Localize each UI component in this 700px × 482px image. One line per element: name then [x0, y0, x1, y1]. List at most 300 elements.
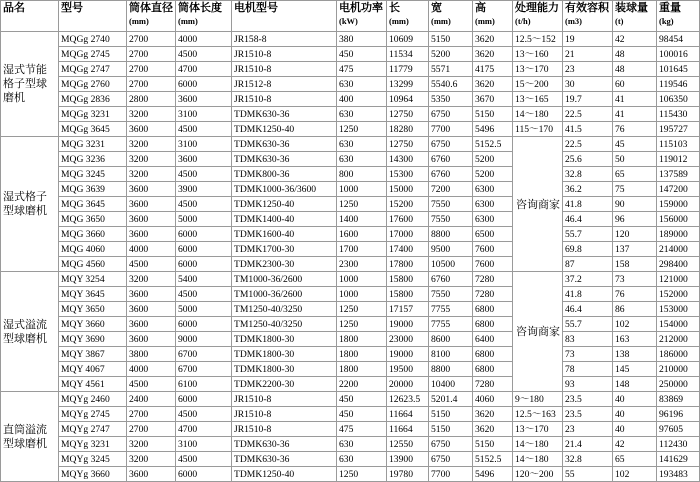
table-cell: 12.5～163 — [513, 407, 563, 422]
table-cell: 73 — [563, 347, 613, 362]
table-cell: 17600 — [387, 212, 429, 227]
table-cell: 7700 — [429, 122, 473, 137]
table-cell: 630 — [337, 452, 387, 467]
table-cell: MQYg 2460 — [59, 392, 127, 407]
table-cell: 152000 — [657, 287, 700, 302]
table-cell: 5200 — [473, 167, 513, 182]
column-header — [176, 1, 232, 32]
column-header-label: 处理能力 — [515, 2, 559, 14]
table-cell: 119012 — [657, 152, 700, 167]
table-cell: 4700 — [176, 62, 232, 77]
table-cell: 6750 — [429, 107, 473, 122]
table-cell: 2700 — [127, 77, 176, 92]
column-header-label: 电机功率 — [339, 2, 383, 14]
table-cell: 42 — [613, 32, 657, 47]
table-cell: TM1000-36/2600 — [232, 272, 337, 287]
table-cell: 41.8 — [563, 197, 613, 212]
table-cell: 3200 — [127, 107, 176, 122]
table-cell: 96196 — [657, 407, 700, 422]
table-row — [1, 302, 700, 317]
table-cell: 4500 — [176, 407, 232, 422]
table-cell: 19000 — [387, 317, 429, 332]
table-cell: 40 — [613, 422, 657, 437]
column-header — [563, 1, 613, 32]
table-cell: 2800 — [127, 92, 176, 107]
table-cell: 250000 — [657, 377, 700, 392]
table-cell: 3600 — [127, 467, 176, 482]
table-cell: 7550 — [429, 287, 473, 302]
table-cell: MQGg 2740 — [59, 32, 127, 47]
table-cell: 475 — [337, 422, 387, 437]
table-cell: 11779 — [387, 62, 429, 77]
table-cell: 3100 — [176, 437, 232, 452]
table-cell: 8800 — [429, 227, 473, 242]
table-cell: 186000 — [657, 347, 700, 362]
table-cell: MQGg 2745 — [59, 47, 127, 62]
table-cell: 141629 — [657, 452, 700, 467]
table-cell: 189000 — [657, 227, 700, 242]
table-cell: MQG 4560 — [59, 257, 127, 272]
table-cell: 65 — [613, 167, 657, 182]
table-cell: 6750 — [429, 137, 473, 152]
table-cell: 1000 — [337, 287, 387, 302]
table-cell: 15800 — [387, 272, 429, 287]
table-cell: 18280 — [387, 122, 429, 137]
table-cell: 119546 — [657, 77, 700, 92]
table-cell: 4500 — [176, 167, 232, 182]
table-cell: 5000 — [176, 212, 232, 227]
table-cell: 4500 — [176, 287, 232, 302]
table-cell: 83869 — [657, 392, 700, 407]
table-cell: 5571 — [429, 62, 473, 77]
table-cell: 46.4 — [563, 302, 613, 317]
table-cell: TDMK1800-30 — [232, 347, 337, 362]
column-header — [232, 1, 337, 32]
table-cell: 3670 — [473, 92, 513, 107]
column-header-label: 型号 — [61, 2, 83, 14]
table-cell: 6800 — [473, 362, 513, 377]
column-header-unit: (kW) — [339, 16, 358, 26]
table-cell: 86 — [613, 302, 657, 317]
table-cell: 6800 — [473, 302, 513, 317]
table-cell: 214000 — [657, 242, 700, 257]
column-header-label: 高 — [475, 2, 486, 14]
table-row — [1, 137, 700, 152]
table-row — [1, 152, 700, 167]
table-row — [1, 167, 700, 182]
table-cell: 23.5 — [563, 407, 613, 422]
table-cell: 5150 — [429, 407, 473, 422]
table-cell: 145 — [613, 362, 657, 377]
table-cell: 475 — [337, 62, 387, 77]
table-row — [1, 422, 700, 437]
table-cell: 2700 — [127, 47, 176, 62]
table-cell: 121000 — [657, 272, 700, 287]
table-cell: 4060 — [473, 392, 513, 407]
table-cell: 20000 — [387, 377, 429, 392]
table-cell: 7550 — [429, 212, 473, 227]
table-cell: 3600 — [127, 227, 176, 242]
table-cell: 6000 — [176, 257, 232, 272]
table-cell: 6800 — [473, 347, 513, 362]
table-cell: 19780 — [387, 467, 429, 482]
table-cell: TDMK1250-40 — [232, 467, 337, 482]
table-cell: 7755 — [429, 302, 473, 317]
table-cell: 13299 — [387, 77, 429, 92]
table-cell: 4500 — [176, 47, 232, 62]
table-cell: MQGg 2747 — [59, 62, 127, 77]
column-header-unit: (t/h) — [515, 16, 531, 26]
table-row — [1, 287, 700, 302]
table-cell: 11664 — [387, 422, 429, 437]
column-header — [59, 1, 127, 32]
table-cell: 17157 — [387, 302, 429, 317]
table-cell: 210000 — [657, 362, 700, 377]
table-cell: MQG 3231 — [59, 137, 127, 152]
table-row — [1, 437, 700, 452]
table-cell: 96 — [613, 212, 657, 227]
table-cell: 7280 — [473, 272, 513, 287]
column-header-label: 装球量 — [615, 2, 648, 14]
table-cell: 1800 — [337, 332, 387, 347]
table-cell: 4175 — [473, 62, 513, 77]
table-cell: 450 — [337, 47, 387, 62]
table-cell: 4000 — [176, 32, 232, 47]
table-cell: 100016 — [657, 47, 700, 62]
capacity-consult-cell: 咨询商家 — [513, 137, 563, 272]
table-cell: 5000 — [176, 302, 232, 317]
table-cell: TDMK1700-30 — [232, 242, 337, 257]
column-header-unit: (mm) — [389, 16, 409, 26]
table-cell: 3620 — [473, 422, 513, 437]
table-cell: 120～200 — [513, 467, 563, 482]
table-cell: 1000 — [337, 182, 387, 197]
table-cell: 1250 — [337, 467, 387, 482]
table-cell: 3620 — [473, 77, 513, 92]
table-cell: 3200 — [127, 167, 176, 182]
table-cell: TDMK1400-40 — [232, 212, 337, 227]
column-header — [473, 1, 513, 32]
table-cell: 22.5 — [563, 137, 613, 152]
table-cell: 3200 — [127, 452, 176, 467]
table-cell: 2700 — [127, 407, 176, 422]
table-cell: MQY 4067 — [59, 362, 127, 377]
table-cell: 148 — [613, 377, 657, 392]
table-cell: 15200 — [387, 197, 429, 212]
table-cell: JR1510-8 — [232, 62, 337, 77]
table-cell: 65 — [613, 452, 657, 467]
column-header — [657, 1, 700, 32]
table-cell: 138 — [613, 347, 657, 362]
table-cell: 6760 — [429, 152, 473, 167]
table-cell: 87 — [563, 257, 613, 272]
table-cell: 7700 — [429, 467, 473, 482]
table-cell: 6000 — [176, 242, 232, 257]
table-cell: MQY 4561 — [59, 377, 127, 392]
table-cell: 3800 — [127, 347, 176, 362]
table-cell: 14300 — [387, 152, 429, 167]
column-header-label: 品名 — [3, 2, 25, 14]
product-category-cell: 直筒溢流型球磨机 — [1, 392, 59, 482]
product-category-cell: 湿式格子型球磨机 — [1, 137, 59, 272]
table-cell: 102 — [613, 317, 657, 332]
table-row — [1, 392, 700, 407]
table-cell: 1250 — [337, 197, 387, 212]
column-header-label: 宽 — [431, 2, 442, 14]
table-cell: 13900 — [387, 452, 429, 467]
table-cell: 3600 — [127, 122, 176, 137]
table-cell: 2700 — [127, 62, 176, 77]
table-cell: 380 — [337, 32, 387, 47]
table-cell: 60 — [613, 77, 657, 92]
table-row — [1, 407, 700, 422]
table-cell: 3600 — [176, 152, 232, 167]
table-cell: 159000 — [657, 197, 700, 212]
table-cell: 46.4 — [563, 212, 613, 227]
capacity-consult-cell: 咨询商家 — [513, 272, 563, 392]
table-cell: MQG 3645 — [59, 197, 127, 212]
table-cell: 5200 — [473, 152, 513, 167]
column-header — [513, 1, 563, 32]
table-cell: 36.2 — [563, 182, 613, 197]
table-cell: 19.7 — [563, 92, 613, 107]
table-cell: 6100 — [176, 377, 232, 392]
table-cell: 630 — [337, 137, 387, 152]
column-header-label: 筒体长度 — [178, 2, 222, 14]
table-cell: TDMK1250-40 — [232, 122, 337, 137]
table-cell: 630 — [337, 107, 387, 122]
table-cell: TM1250-40/3250 — [232, 317, 337, 332]
table-cell: TDMK1800-30 — [232, 332, 337, 347]
table-cell: 400 — [337, 92, 387, 107]
table-cell: 48 — [613, 47, 657, 62]
table-cell: 12623.5 — [387, 392, 429, 407]
table-cell: JR1510-8 — [232, 47, 337, 62]
table-cell: 6700 — [176, 347, 232, 362]
table-cell: 41.8 — [563, 287, 613, 302]
table-cell: 73 — [613, 272, 657, 287]
table-cell: 630 — [337, 152, 387, 167]
table-cell: 4700 — [176, 422, 232, 437]
table-cell: 7280 — [473, 287, 513, 302]
table-cell: MQY 3645 — [59, 287, 127, 302]
table-row — [1, 227, 700, 242]
table-cell: 14～180 — [513, 437, 563, 452]
table-cell: 147200 — [657, 182, 700, 197]
table-cell: 630 — [337, 437, 387, 452]
table-cell: TDMK2200-30 — [232, 377, 337, 392]
table-row — [1, 47, 700, 62]
table-cell: MQG 4060 — [59, 242, 127, 257]
table-cell: 102 — [613, 467, 657, 482]
table-cell: 25.6 — [563, 152, 613, 167]
table-cell: 2700 — [127, 32, 176, 47]
column-header — [429, 1, 473, 32]
table-cell: 6000 — [176, 392, 232, 407]
table-cell: 6750 — [429, 452, 473, 467]
table-cell: 42 — [613, 437, 657, 452]
table-cell: JR1512-8 — [232, 77, 337, 92]
table-cell: 112430 — [657, 437, 700, 452]
table-cell: 78 — [563, 362, 613, 377]
table-cell: 6760 — [429, 167, 473, 182]
table-cell: 17000 — [387, 227, 429, 242]
column-header-unit: (mm) — [431, 16, 451, 26]
table-cell: 12.5～152 — [513, 32, 563, 47]
table-cell: 137589 — [657, 167, 700, 182]
table-cell: 5150 — [429, 422, 473, 437]
table-cell: 13～160 — [513, 47, 563, 62]
table-cell: 1600 — [337, 227, 387, 242]
table-cell: 195727 — [657, 122, 700, 137]
table-cell: 8100 — [429, 347, 473, 362]
table-cell: 23000 — [387, 332, 429, 347]
table-cell: 6760 — [429, 272, 473, 287]
column-header — [127, 1, 176, 32]
table-cell: 3600 — [176, 92, 232, 107]
table-cell: 23 — [563, 422, 613, 437]
table-cell: 298400 — [657, 257, 700, 272]
table-cell: MQG 3639 — [59, 182, 127, 197]
table-cell: 32.8 — [563, 452, 613, 467]
table-cell: 6000 — [176, 77, 232, 92]
column-header-label: 有效容积 — [565, 2, 609, 14]
table-cell: JR1510-8 — [232, 92, 337, 107]
table-cell: TDMK2300-30 — [232, 257, 337, 272]
table-cell: 76 — [613, 287, 657, 302]
table-cell: 3600 — [127, 182, 176, 197]
table-cell: 15～200 — [513, 77, 563, 92]
table-cell: 4500 — [127, 377, 176, 392]
table-cell: 21.4 — [563, 437, 613, 452]
table-cell: 2300 — [337, 257, 387, 272]
table-cell: 90 — [613, 197, 657, 212]
table-cell: 1250 — [337, 302, 387, 317]
table-cell: 2700 — [127, 422, 176, 437]
table-cell: 158 — [613, 257, 657, 272]
column-header-unit: (mm) — [475, 16, 495, 26]
table-cell: 15300 — [387, 167, 429, 182]
table-row — [1, 317, 700, 332]
table-cell: 17800 — [387, 257, 429, 272]
table-row — [1, 362, 700, 377]
table-cell: MQYg 3660 — [59, 467, 127, 482]
table-cell: 3900 — [176, 182, 232, 197]
table-cell: 6000 — [176, 227, 232, 242]
table-cell: 6300 — [473, 182, 513, 197]
table-cell: 450 — [337, 407, 387, 422]
table-cell: 3200 — [127, 272, 176, 287]
table-cell: 450 — [337, 392, 387, 407]
product-category-cell: 湿式节能格子型球磨机 — [1, 32, 59, 137]
table-cell: 630 — [337, 77, 387, 92]
table-cell: 41 — [613, 92, 657, 107]
table-cell: 6800 — [473, 317, 513, 332]
table-cell: 37.2 — [563, 272, 613, 287]
table-cell: 83 — [563, 332, 613, 347]
table-cell: 12750 — [387, 137, 429, 152]
table-cell: 41.5 — [563, 122, 613, 137]
table-cell: 41 — [613, 107, 657, 122]
table-cell: 3620 — [473, 32, 513, 47]
column-header — [337, 1, 387, 32]
column-header-unit: (mm) — [178, 16, 198, 26]
table-cell: 5350 — [429, 92, 473, 107]
column-header — [613, 1, 657, 32]
table-cell: 5540.6 — [429, 77, 473, 92]
table-cell: MQYg 3231 — [59, 437, 127, 452]
table-cell: 10609 — [387, 32, 429, 47]
table-cell: 4500 — [176, 122, 232, 137]
table-cell: 10500 — [429, 257, 473, 272]
table-cell: 1700 — [337, 242, 387, 257]
table-cell: 22.5 — [563, 107, 613, 122]
table-cell: MQY 3254 — [59, 272, 127, 287]
table-cell: 19 — [563, 32, 613, 47]
table-cell: 212000 — [657, 332, 700, 347]
table-cell: 45 — [613, 137, 657, 152]
table-cell: 2200 — [337, 377, 387, 392]
table-row — [1, 452, 700, 467]
table-cell: MQG 3236 — [59, 152, 127, 167]
table-cell: TDMK1250-40 — [232, 197, 337, 212]
column-header — [1, 1, 59, 32]
table-cell: 115～170 — [513, 122, 563, 137]
table-cell: 106350 — [657, 92, 700, 107]
table-cell: TDMK630-36 — [232, 137, 337, 152]
table-cell: 17400 — [387, 242, 429, 257]
table-cell: 8600 — [429, 332, 473, 347]
table-cell: 1400 — [337, 212, 387, 227]
table-cell: 3100 — [176, 137, 232, 152]
table-cell: 9～180 — [513, 392, 563, 407]
table-cell: 5201.4 — [429, 392, 473, 407]
table-cell: 4500 — [127, 257, 176, 272]
column-header-label: 重量 — [659, 2, 681, 14]
table-cell: 7600 — [473, 242, 513, 257]
table-cell: MQYg 2745 — [59, 407, 127, 422]
table-cell: 13～170 — [513, 422, 563, 437]
column-header-unit: (t) — [615, 16, 624, 26]
table-cell: JR1510-8 — [232, 422, 337, 437]
table-cell: 5200 — [429, 47, 473, 62]
table-cell: 6750 — [429, 437, 473, 452]
table-cell: 11534 — [387, 47, 429, 62]
table-cell: 156000 — [657, 212, 700, 227]
table-cell: MQG 3245 — [59, 167, 127, 182]
table-cell: 3620 — [473, 47, 513, 62]
table-cell: 101645 — [657, 62, 700, 77]
table-cell: 55.7 — [563, 317, 613, 332]
table-cell: 3600 — [127, 287, 176, 302]
table-cell: 11664 — [387, 407, 429, 422]
table-cell: 15000 — [387, 182, 429, 197]
table-cell: 76 — [613, 122, 657, 137]
table-cell: 93 — [563, 377, 613, 392]
table-row — [1, 377, 700, 392]
table-cell: 5496 — [473, 122, 513, 137]
table-cell: 3200 — [127, 137, 176, 152]
table-cell: 6400 — [473, 332, 513, 347]
table-cell: 9000 — [176, 332, 232, 347]
table-cell: 153000 — [657, 302, 700, 317]
table-cell: 6000 — [176, 467, 232, 482]
table-cell: 5400 — [176, 272, 232, 287]
table-cell: 1800 — [337, 347, 387, 362]
column-header-unit: (mm) — [129, 16, 149, 26]
table-cell: 3600 — [127, 317, 176, 332]
table-row — [1, 197, 700, 212]
